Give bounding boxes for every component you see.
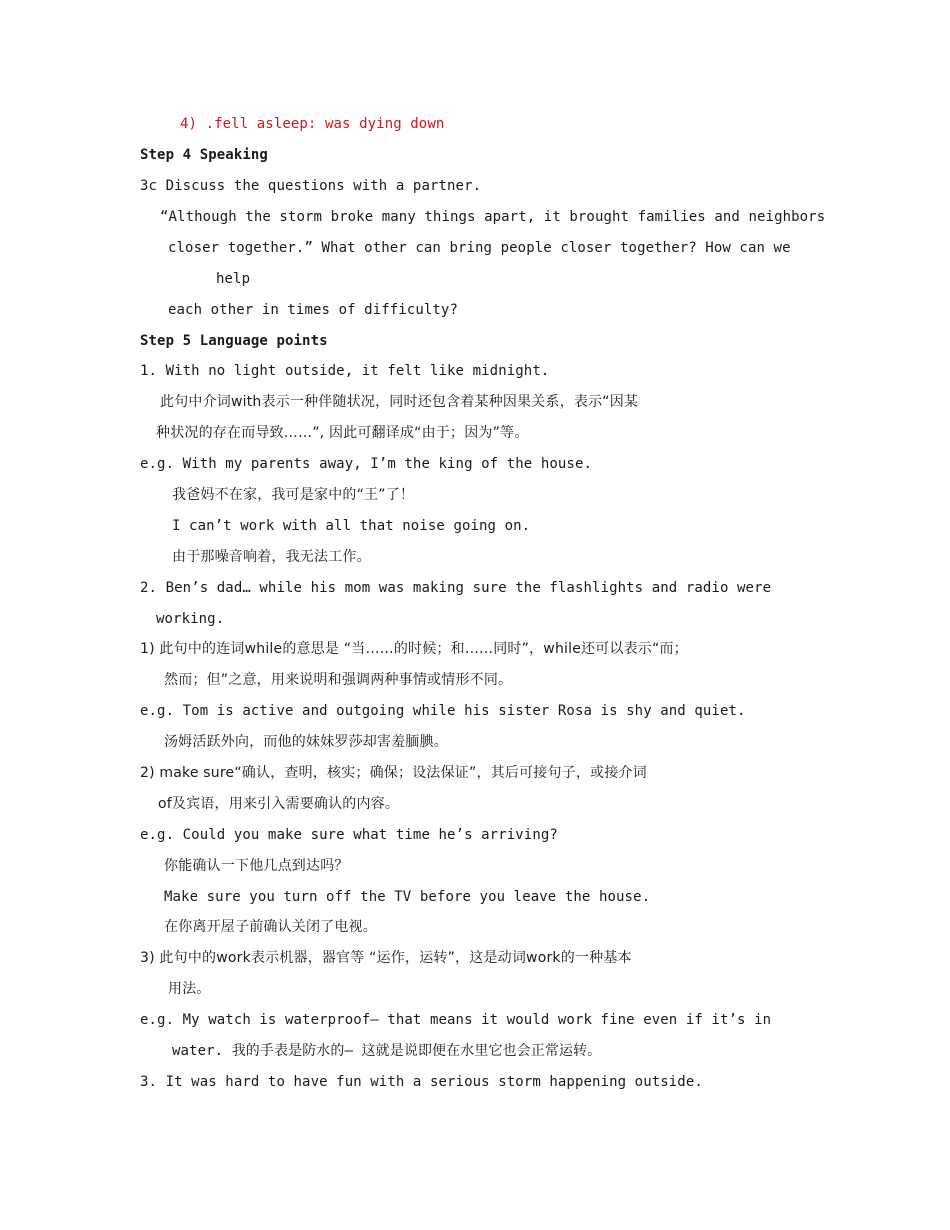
answer-line-4: 4) .fell asleep: was dying down — [180, 116, 445, 132]
step-5-heading: Step 5 Language points — [140, 333, 328, 349]
point-2-1-translation: 汤姆活跃外向，而他的妹妹罗莎却害羞腼腆。 — [164, 734, 448, 750]
point-2-2-translation-2: 在你离开屋子前确认关闭了电视。 — [164, 919, 377, 935]
point-3-sentence: 3. It was hard to have fun with a serious storm happening outside. — [140, 1074, 703, 1090]
point-1-translation-1: 我爸妈不在家，我可是家中的“王”了！ — [172, 487, 415, 503]
point-1-explain-1: 此句中介词with表示一种伴随状况，同时还包含着某种因果关系，表示“因某 — [160, 394, 639, 410]
point-1-sentence: 1. With no light outside, it felt like midnight. — [140, 363, 550, 379]
point-2-3-translation: water. 我的手表是防水的— 这就是说即便在水里它也会正常运转。 — [172, 1043, 602, 1059]
task-3c: 3c Discuss the questions with a partner. — [140, 178, 482, 194]
point-2-1-explain-1: 1) 此句中的连词while的意思是 “当……的时候；和……同时”，while还可以表示“而； — [140, 641, 688, 657]
point-1-example-1: e.g. With my parents away, I’m the king of the house. — [140, 456, 593, 472]
point-1-example-2: I can’t work with all that noise going on. — [172, 518, 531, 534]
quote-line-1: “Although the storm broke many things apart, it brought families and neighbors — [160, 209, 826, 225]
point-2-3-example: e.g. My watch is waterproof— that means it would work fine even if it’s in — [140, 1012, 772, 1028]
point-2-2-explain-2: of及宾语，用来引入需要确认的内容。 — [158, 796, 400, 812]
point-2-1-explain-2: 然而；但”之意，用来说明和强调两种事情或情形不同。 — [164, 672, 513, 688]
point-2-2-translation-1: 你能确认一下他几点到达吗？ — [164, 858, 349, 874]
point-2-1-example: e.g. Tom is active and outgoing while his sister Rosa is shy and quiet. — [140, 703, 746, 719]
quote-line-3: help — [216, 271, 251, 287]
point-2-2-example-1: e.g. Could you make sure what time he’s arriving? — [140, 827, 558, 843]
point-2-3-explain-1: 3) 此句中的work表示机器，器官等 “运作，运转”，这是动词work的一种基本 — [140, 950, 632, 966]
point-1-explain-2: 种状况的存在而导致……”, 因此可翻译成“由于；因为”等。 — [156, 425, 529, 441]
quote-line-4: each other in times of difficulty? — [168, 302, 458, 318]
point-2-3-explain-2: 用法。 — [168, 981, 211, 997]
point-1-translation-2: 由于那噪音响着，我无法工作。 — [172, 549, 371, 565]
point-2-sentence-2: working. — [156, 611, 225, 627]
quote-line-2: closer together.” What other can bring people closer together? How can we — [168, 240, 791, 256]
step-4-heading: Step 4 Speaking — [140, 147, 268, 163]
point-2-sentence-1: 2. Ben’s dad… while his mom was making sure the flashlights and radio were — [140, 580, 772, 596]
point-2-2-explain-1: 2) make sure“确认，查明，核实；确保；设法保证”，其后可接句子，或接介词 — [140, 765, 647, 781]
point-2-2-example-2: Make sure you turn off the TV before you leave the house. — [164, 889, 651, 905]
